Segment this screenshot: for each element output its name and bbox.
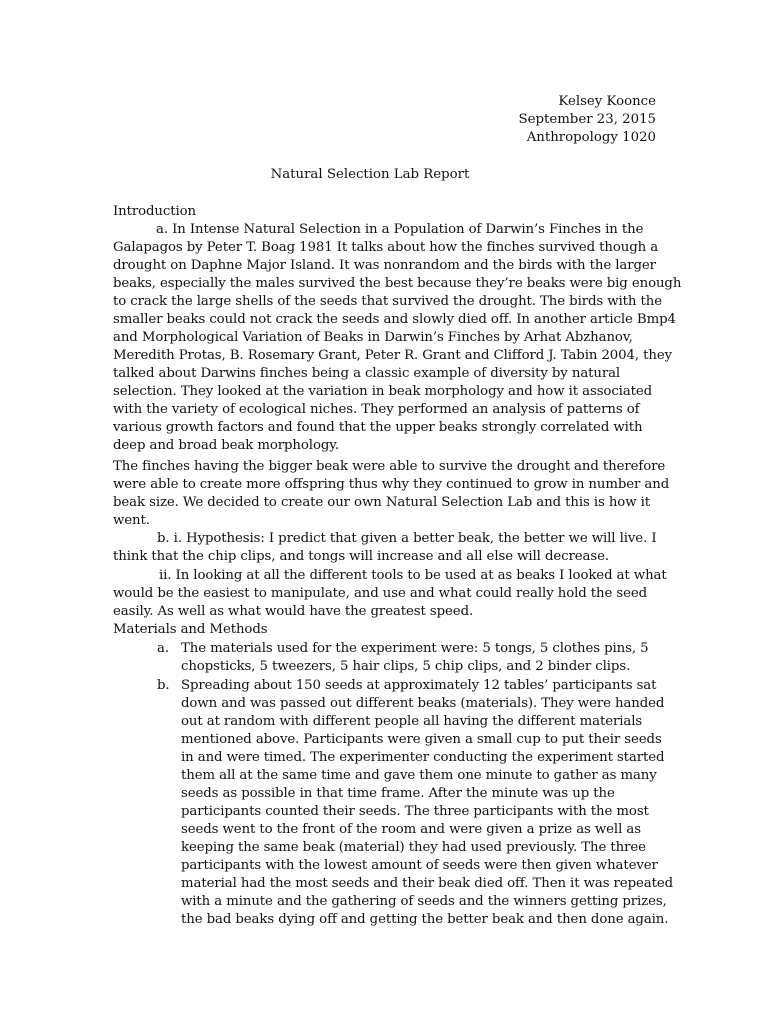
intro-line: to crack the large shells of the seeds that survived the drought. The birds with the — [113, 294, 662, 309]
hypothesis-line: think that the chip clips, and tongs will increase and all else will decrease. — [113, 549, 609, 564]
procedure-line: down and was passed out different beaks (materials). They were handed — [181, 696, 665, 711]
intro-line: talked about Darwins finches being a classic example of diversity by natural — [113, 366, 621, 381]
procedure-line: keeping the same beak (material) they had used previously. The three — [181, 840, 646, 855]
report-date: September 23, 2015 — [518, 112, 656, 127]
intro-line: smaller beaks could not crack the seeds and slowly died off. In another article Bmp4 — [113, 312, 676, 327]
section-heading-materials-and-methods: Materials and Methods — [113, 622, 268, 637]
procedure-line: seeds went to the front of the room and were given a prize as well as — [181, 822, 641, 837]
intro-line: Meredith Protas, B. Rosemary Grant, Peter R. Grant and Clifford J. Tabin 2004, they — [113, 348, 673, 363]
intro-line: with the variety of ecological niches. They performed an analysis of patterns of — [113, 402, 640, 417]
intro-line: went. — [113, 513, 150, 528]
intro-line: and Morphological Variation of Beaks in Darwin’s Finches by Arhat Abzhanov, — [113, 330, 633, 345]
procedure-line: mentioned above. Participants were given a small cup to put their seeds — [181, 732, 662, 747]
intro-line: were able to create more offspring thus why they continued to grow in number and — [113, 477, 670, 492]
procedure-line: the bad beaks dying off and getting the better beak and then done again. — [181, 912, 669, 927]
procedure-line: participants counted their seeds. The three participants with the most — [181, 804, 649, 819]
procedure-line: Spreading about 150 seeds at approximately 12 tables’ participants sat — [181, 678, 657, 693]
course-name: Anthropology 1020 — [526, 130, 656, 145]
procedure-line: them all at the same time and gave them one minute to gather as many — [181, 768, 657, 783]
intro-line: various growth factors and found that the upper beaks strongly correlated with — [113, 420, 643, 435]
rationale-line: easily. As well as what would have the greatest speed. — [113, 604, 474, 619]
intro-line: beak size. We decided to create our own Natural Selection Lab and this is how it — [113, 495, 651, 510]
rationale-line: ii. In looking at all the different tools to be used at as beaks I looked at what — [159, 568, 667, 583]
intro-line: beaks, especially the males survived the best because they’re beaks were big enough — [113, 276, 682, 291]
report-title: Natural Selection Lab Report — [270, 167, 470, 182]
list-marker-a: a. — [157, 641, 169, 656]
procedure-line: in and were timed. The experimenter conducting the experiment started — [181, 750, 665, 765]
rationale-line: would be the easiest to manipulate, and use and what could really hold the seed — [113, 586, 648, 601]
procedure-line: seeds as possible in that time frame. After the minute was up the — [181, 786, 615, 801]
intro-line: Galapagos by Peter T. Boag 1981 It talks about how the finches survived though a — [113, 240, 659, 255]
intro-line: a. In Intense Natural Selection in a Population of Darwin’s Finches in the — [156, 222, 644, 237]
list-marker-b: b. — [157, 678, 170, 693]
procedure-line: material had the most seeds and their beak died off. Then it was repeated — [181, 876, 673, 891]
intro-line: selection. They looked at the variation in beak morphology and how it associated — [113, 384, 653, 399]
procedure-line: with a minute and the gathering of seeds and the winners getting prizes, — [181, 894, 667, 909]
intro-line: drought on Daphne Major Island. It was nonrandom and the birds with the larger — [113, 258, 656, 273]
materials-line: The materials used for the experiment were: 5 tongs, 5 clothes pins, 5 — [181, 641, 649, 656]
procedure-line: participants with the lowest amount of seeds were then given whatever — [181, 858, 658, 873]
author-name: Kelsey Koonce — [558, 94, 656, 109]
materials-line: chopsticks, 5 tweezers, 5 hair clips, 5 chip clips, and 2 binder clips. — [181, 659, 631, 674]
hypothesis-line: b. i. Hypothesis: I predict that given a better beak, the better we will live. I — [157, 531, 657, 546]
intro-line: deep and broad beak morphology. — [113, 438, 340, 453]
section-heading-introduction: Introduction — [113, 204, 197, 219]
intro-line: The finches having the bigger beak were able to survive the drought and therefore — [113, 459, 666, 474]
procedure-line: out at random with different people all having the different materials — [181, 714, 643, 729]
